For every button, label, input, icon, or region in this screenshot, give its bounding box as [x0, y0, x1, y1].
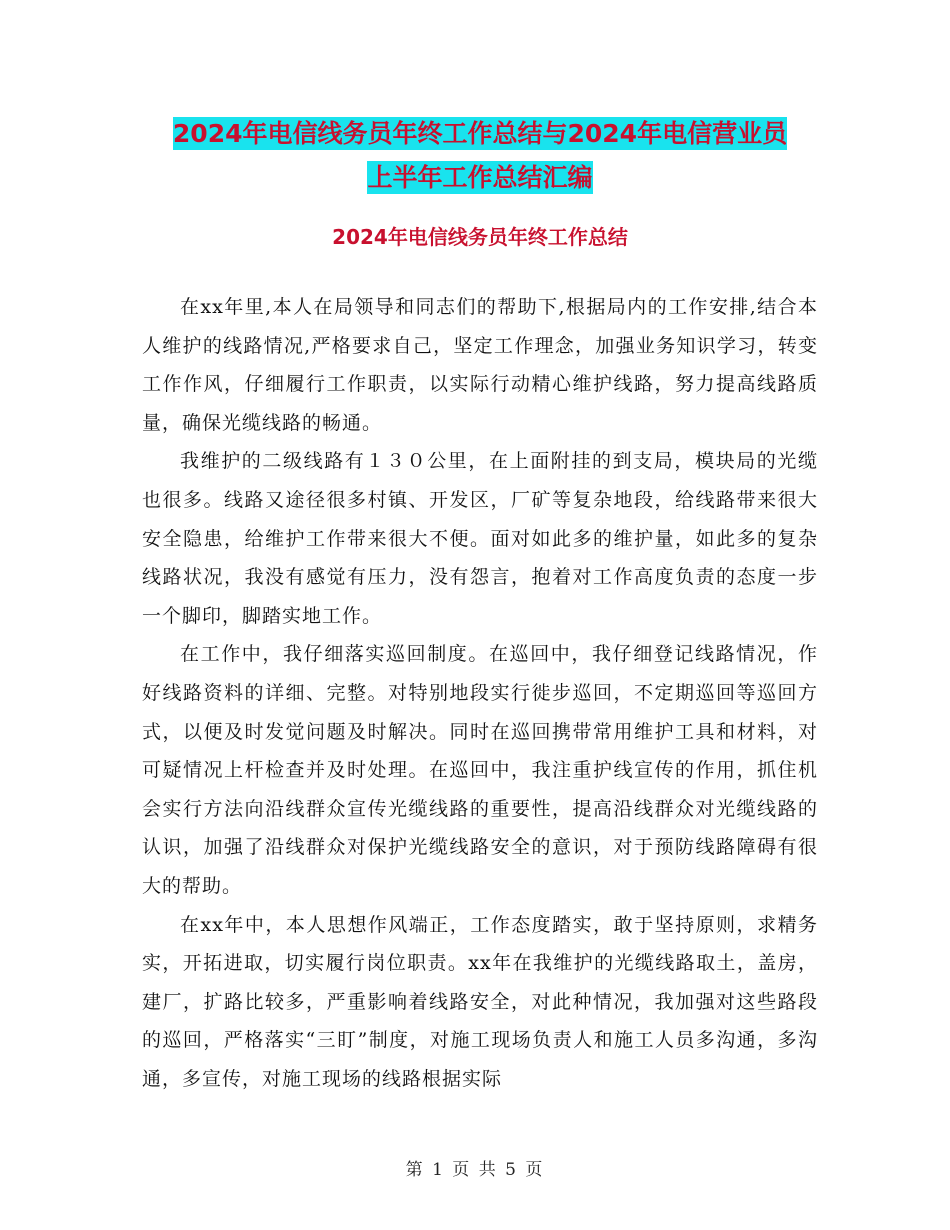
document-title-line-2: 上半年工作总结汇编: [367, 163, 593, 192]
paragraph: 在xx年里,本人在局领导和同志们的帮助下,根据局内的工作安排,结合本人维护的线路情况,严格要求自己，坚定工作理念，加强业务知识学习，转变工作作风，仔细履行工作职责，以实际行动精心维护线路，努力提高线路质量，确保光缆线路的畅通。: [142, 296, 818, 434]
section-title: 2024年电信线务员年终工作总结: [332, 225, 628, 249]
paragraph: 我维护的二级线路有１３０公里，在上面附挂的到支局，模块局的光缆也很多。线路又途径很多村镇、开发区，厂矿等复杂地段，给线路带来很大安全隐患，给维护工作带来很大不便。面对如此多的维护量，如此多的复杂线路状况，我没有感觉有压力，没有怨言，抱着对工作高度负责的态度一步一个脚印，脚踏实地工作。: [142, 450, 818, 627]
document-title-line-1: 2024年电信线务员年终工作总结与2024年电信营业员: [172, 119, 788, 148]
paragraph: 在工作中，我仔细落实巡回制度。在巡回中，我仔细登记线路情况，作好线路资料的详细、完整。对特别地段实行徙步巡回，不定期巡回等巡回方式，以便及时发觉问题及时解决。同时在巡回携带常用维护工具和材料，对可疑情况上杆检查并及时处理。在巡回中，我注重护线宣传的作用，抓住机会实行方法向沿线群众宣传光缆线路的重要性，提高沿线群众对光缆线路的认识，加强了沿线群众对保护光缆线路安全的意识，对于预防线路障碍有很大的帮助。: [142, 643, 818, 897]
body-text: [142, 288, 818, 1098]
document-title: [100, 112, 860, 200]
paragraph: 在xx年中，本人思想作风端正，工作态度踏实，敢于坚持原则，求精务实，开拓进取，切实履行岗位职责。xx年在我维护的光缆线路取土，盖房，建厂，扩路比较多，严重影响着线路安全，对此种情况，我加强对这些路段的巡回，严格落实“三盯”制度，对施工现场负责人和施工人员多沟通，多沟通，多宣传，对施工现场的线路根据实际: [142, 913, 818, 1090]
page-footer: 第 1 页 共 5 页: [405, 1160, 545, 1180]
